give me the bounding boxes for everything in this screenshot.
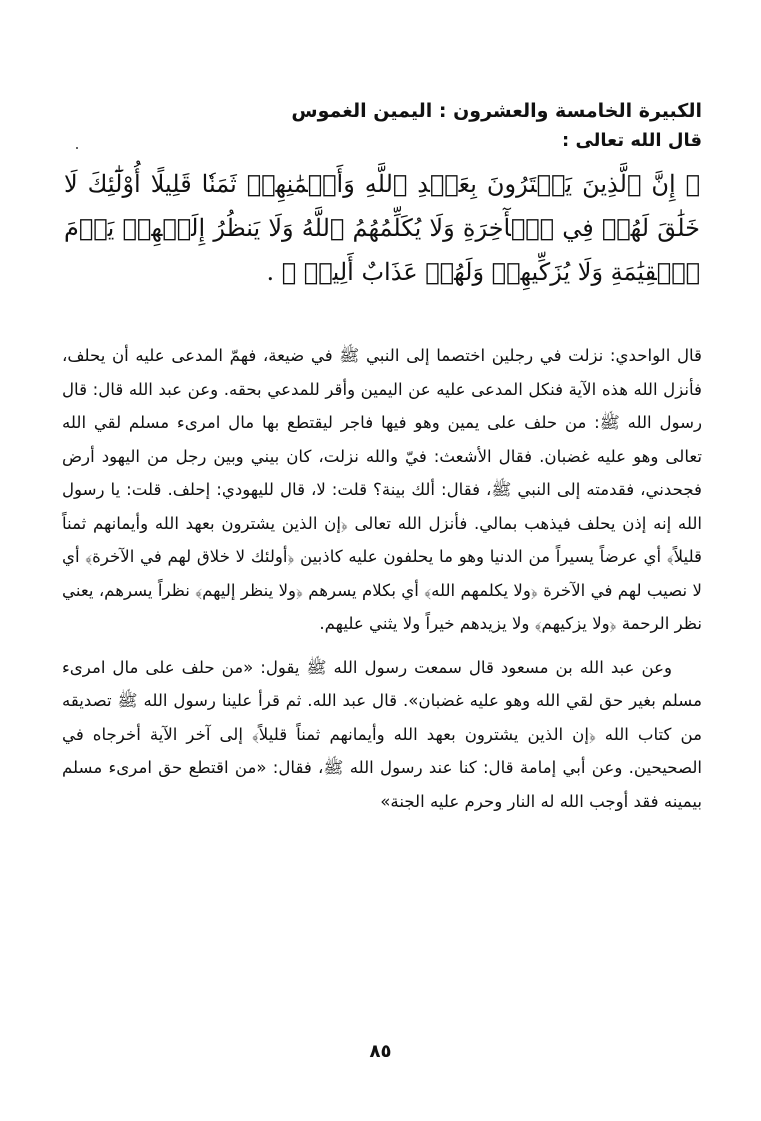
paragraph-ibn-masud: وعن عبد الله بن مسعود قال سمعت رسول الله ﷺ يقول: «من حلف على مال امرىء مسلم بغير حق لقي الله وهو عليه غضبان». قال عبد الله. ثم قرأ علينا رسول الله ﷺ تصديقه من كتاب الله ﴿إن الذين يشترون بعهد الله وأيمانهم ثمناً قليلاً﴾ إلى آخر الآية أخرجاه في الصحيحين. وعن أبي إمامة قال: كنا عند رسول الله ﷺ، فقال: «من اقتطع حق امرىء مسلم بيمينه فقد أوجب الله له النار وحرم عليه الجنة» — [62, 657, 702, 811]
chapter-heading: الكبيرة الخامسة والعشرون : اليمين الغموس — [291, 100, 702, 122]
page-number: ٨٥ — [369, 1041, 392, 1062]
verse-intro: قال الله تعالى : — [561, 130, 702, 151]
quran-verse: ﴿ إِنَّ ٱلَّذِينَ يَشۡتَرُونَ بِعَهۡدِ ٱللَّهِ وَأَيۡمَٰنِهِمۡ ثَمَنٗا قَلِيلًا أُوْلَٰٓئِكَ لَا خَلَٰقَ لَهُمۡ فِي ٱلۡأٓخِرَةِ وَلَا يُكَلِّمُهُمُ ٱللَّهُ وَلَا يَنظُرُ إِلَيۡهِمۡ يَوۡمَ ٱلۡقِيَٰمَةِ وَلَا يُزَكِّيهِمۡ وَلَهُمۡ عَذَابٌ أَلِيمٞ ﴾ . — [64, 170, 700, 286]
paragraph-wahidi: قال الواحدي: نزلت في رجلين اختصما إلى النبي ﷺ في ضيعة، فهمّ المدعى عليه أن يحلف، فأنزل الله هذه الآية فنكل المدعى عليه عن اليمين وأقر للمدعي بحقه. وعن عبد الله قال: قال رسول الله ﷺ: من حلف على يمين وهو فيها فاجر ليقتطع بها مال امرىء مسلم لقي الله تعالى وهو عليه غضبان. فقال الأشعث: فيّ والله نزلت، كان بيني وبين رجل من اليهود أرض فجحدني، فقدمته إلى النبي ﷺ، فقال: ألك بينة؟ قلت: لا، قال لليهودي: إحلف. قلت: يا رسول الله إنه إذن يحلف فيذهب بمالي. فأنزل الله تعالى ﴿إن الذين يشترون بعهد الله وأيمانهم ثمناً قليلاً﴾ أي عرضاً يسيراً من الدنيا وهو ما يحلفون عليه كاذبين ﴿أولئك لا خلاق لهم في الآخرة﴾ أي لا نصيب لهم في الآخرة ﴿ولا يكلمهم الله﴾ أي بكلام يسرهم ﴿ولا ينظر إليهم﴾ نظراً يسرهم، يعني نظر الرحمة ﴿ولا يزكيهم﴾ ولا يزيدهم خيراً ولا يثني عليهم. — [62, 346, 702, 633]
page-body — [62, 96, 702, 818]
